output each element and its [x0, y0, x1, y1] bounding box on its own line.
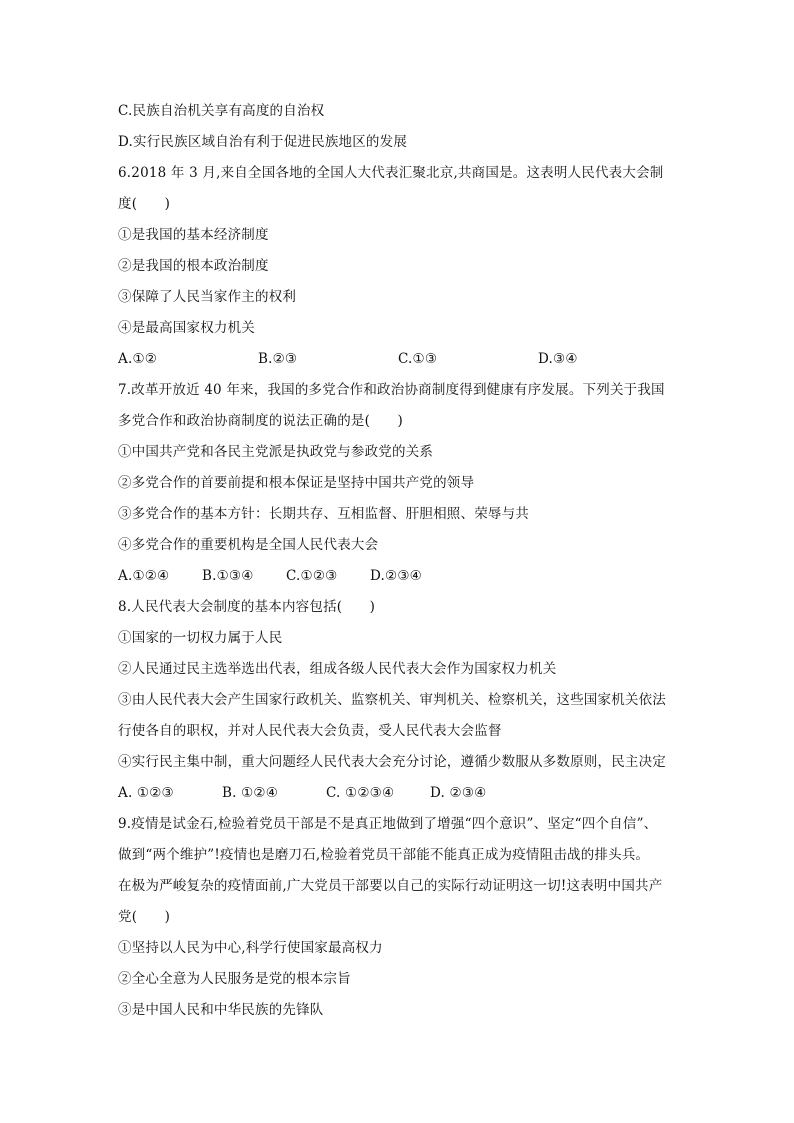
q6-item: ④是最高国家权力机关: [118, 320, 255, 336]
q6-item: ③保障了人民当家作主的权利: [118, 289, 297, 305]
q6-stem: 度( ): [118, 196, 171, 212]
q9-item: ③是中国人民和中华民族的先锋队: [118, 1002, 324, 1018]
q6-choice-a: A.①②: [118, 351, 158, 367]
q7-stem: 7.改革开放近 40 年来，我国的多党合作和政治协商制度得到健康有序发展。下列关于我国: [118, 382, 665, 398]
q6-item: ①是我国的基本经济制度: [118, 227, 269, 243]
q9-item: ②全心全意为人民服务是党的根本宗旨: [118, 971, 351, 987]
q6-stem: 6.2018 年 3 月,来自全国各地的全国人大代表汇聚北京,共商国是。这表明人民代表大会制: [118, 165, 664, 181]
q5-option-c: C.民族自治机关享有高度的自治权: [118, 103, 325, 119]
q8-choices: [118, 778, 688, 809]
q8-stem: 8.人民代表大会制度的基本内容包括( ): [118, 599, 376, 615]
q8-choice-b: B. ①②④: [222, 785, 279, 801]
q9-stem: 9.疫情是试金石,检验着党员干部是不是真正地做到了增强“四个意识”、坚定“四个自信”、: [118, 816, 658, 832]
q6-choice-d: D.③④: [538, 351, 578, 367]
q7-choice-b: B.①③④: [202, 568, 254, 584]
q8-choice-d: D. ②③④: [430, 785, 487, 801]
q6-choice-c: C.①③: [398, 351, 438, 367]
q8-choice-a: A. ①②③: [118, 785, 174, 801]
q8-choice-c: C. ①②③④: [326, 785, 395, 801]
q9-stem: 党( ): [118, 909, 171, 925]
q9-item: ①坚持以人民为中心,科学行使国家最高权力: [118, 940, 383, 956]
q9-stem: 做到“两个维护”!疫情也是磨刀石,检验着党员干部能不能真正成为疫情阻击战的排头兵。: [118, 847, 650, 863]
q6-choices: [118, 344, 688, 375]
q8-item: ②人民通过民主选举选出代表，组成各级人民代表大会作为国家权力机关: [118, 661, 557, 677]
q7-item: ③多党合作的基本方针：长期共存、互相监督、肝胆相照、荣辱与共: [118, 506, 529, 522]
q7-item: ①中国共产党和各民主党派是执政党与参政党的关系: [118, 444, 434, 460]
q7-choice-c: C.①②③: [286, 568, 338, 584]
q7-choice-d: D.②③④: [370, 568, 422, 584]
q9-stem: 在极为严峻复杂的疫情面前,广大党员干部要以自己的实际行动证明这一切!这表明中国共产: [118, 878, 663, 894]
q7-item: ②多党合作的首要前提和根本保证是坚持中国共产党的领导: [118, 475, 475, 491]
q8-item: ④实行民主集中制，重大问题经人民代表大会充分讨论，遵循少数服从多数原则，民主决定: [118, 754, 666, 770]
q6-choice-b: B.②③: [258, 351, 298, 367]
q7-choice-a: A.①②④: [118, 568, 170, 584]
document-page: [118, 96, 688, 1026]
q7-stem: 多党合作和政治协商制度的说法正确的是( ): [118, 413, 403, 429]
q5-option-d: D.实行民族区域自治有利于促进民族地区的发展: [118, 134, 408, 150]
q8-item: ①国家的一切权力属于人民: [118, 630, 283, 646]
q8-item: ③由人民代表大会产生国家行政机关、监察机关、审判机关、检察机关，这些国家机关依法: [118, 692, 666, 708]
q7-item: ④多党合作的重要机构是全国人民代表大会: [118, 537, 379, 553]
q6-item: ②是我国的根本政治制度: [118, 258, 269, 274]
q8-item: 行使各自的职权，并对人民代表大会负责，受人民代表大会监督: [118, 723, 502, 739]
q7-choices: [118, 561, 688, 592]
